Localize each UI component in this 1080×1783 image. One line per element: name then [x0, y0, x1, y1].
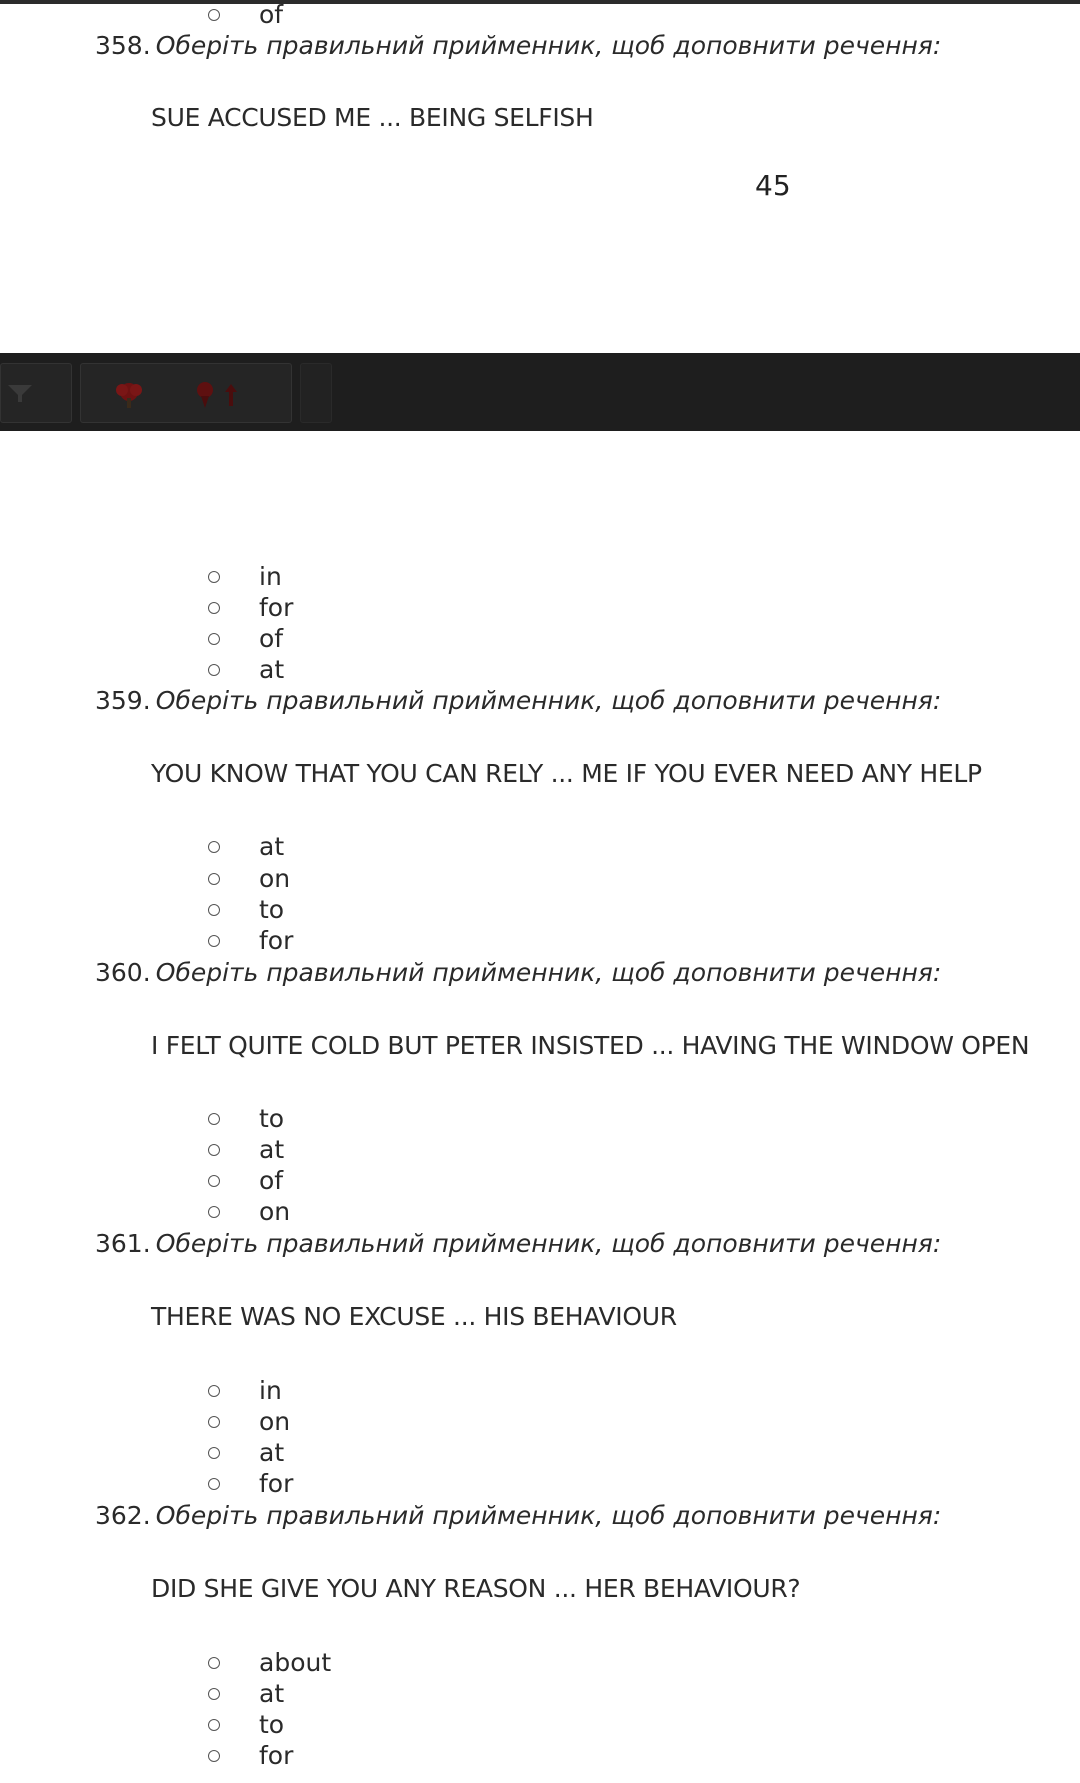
question-362: [95, 1498, 941, 1534]
option-label: in: [259, 562, 282, 591]
question-number: 361.: [95, 1229, 151, 1258]
question-prompt: Оберіть правильний прийменник, щоб доповнити речення:: [155, 686, 942, 715]
question-sentence: I FELT QUITE COLD BUT PETER INSISTED ... HAVING THE WINDOW OPEN: [151, 1031, 1030, 1060]
option-label: about: [259, 1648, 332, 1677]
radio-bullet[interactable]: [208, 1657, 220, 1669]
radio-bullet[interactable]: [208, 935, 220, 947]
question-prompt: Оберіть правильний прийменник, щоб доповнити речення:: [155, 31, 942, 60]
question-sentence: SUE ACCUSED ME ... BEING SELFISH: [151, 103, 594, 132]
option-label: to: [259, 895, 285, 924]
radio-bullet[interactable]: [208, 1385, 220, 1397]
question-number: 358.: [95, 31, 151, 60]
question-prompt: Оберіть правильний прийменник, щоб доповнити речення:: [155, 958, 942, 987]
option-label: for: [259, 1469, 294, 1498]
radio-bullet[interactable]: [208, 633, 220, 645]
option-label: of: [259, 1166, 284, 1195]
radio-bullet[interactable]: [208, 1206, 220, 1218]
page-number: 45: [755, 169, 791, 202]
question-sentence: DID SHE GIVE YOU ANY REASON ... HER BEHAVIOUR?: [151, 1574, 801, 1603]
band-panel-left: [0, 363, 72, 423]
question-359: [95, 683, 941, 719]
radio-bullet[interactable]: [208, 1719, 220, 1731]
question-361: [95, 1226, 941, 1262]
radio-bullet[interactable]: [208, 1416, 220, 1428]
radio-bullet[interactable]: [208, 1144, 220, 1156]
option-label: to: [259, 1104, 285, 1133]
option-label: to: [259, 1710, 285, 1739]
option-label: at: [259, 655, 285, 684]
band-panel-middle: [80, 363, 292, 423]
option-label: on: [259, 1197, 291, 1226]
option-label: for: [259, 1741, 294, 1770]
question-prompt: Оберіть правильний прийменник, щоб доповнити речення:: [155, 1501, 942, 1530]
question-sentence: THERE WAS NO EXCUSE ... HIS BEHAVIOUR: [151, 1302, 677, 1331]
band-panel-right: [300, 363, 332, 423]
option-label: of: [259, 624, 284, 653]
radio-bullet[interactable]: [208, 1447, 220, 1459]
radio-bullet[interactable]: [208, 9, 220, 21]
option-label: for: [259, 926, 294, 955]
pin-icon[interactable]: [191, 376, 261, 412]
option-label: of: [259, 0, 284, 29]
option-label: at: [259, 1438, 285, 1467]
dark-toolbar-band: [0, 353, 1080, 431]
question-sentence: YOU KNOW THAT YOU CAN RELY ... ME IF YOU EVER NEED ANY HELP: [151, 759, 982, 788]
question-number: 359.: [95, 686, 151, 715]
option-label: on: [259, 1407, 291, 1436]
question-360: [95, 955, 941, 991]
radio-bullet[interactable]: [208, 664, 220, 676]
option-label: at: [259, 1679, 285, 1708]
flower-icon[interactable]: [111, 378, 147, 410]
question-prompt: Оберіть правильний прийменник, щоб доповнити речення:: [155, 1229, 942, 1258]
radio-bullet[interactable]: [208, 602, 220, 614]
radio-bullet[interactable]: [208, 571, 220, 583]
question-number: 362.: [95, 1501, 151, 1530]
radio-bullet[interactable]: [208, 904, 220, 916]
radio-bullet[interactable]: [208, 841, 220, 853]
radio-bullet[interactable]: [208, 1478, 220, 1490]
option-label: at: [259, 832, 285, 861]
filter-icon[interactable]: [6, 382, 34, 404]
radio-bullet[interactable]: [208, 1688, 220, 1700]
option-label: in: [259, 1376, 282, 1405]
question-358: [95, 28, 941, 64]
option-label: for: [259, 593, 294, 622]
top-rule: [0, 0, 1080, 4]
option-label: on: [259, 864, 291, 893]
radio-bullet[interactable]: [208, 873, 220, 885]
radio-bullet[interactable]: [208, 1750, 220, 1762]
radio-bullet[interactable]: [208, 1113, 220, 1125]
question-number: 360.: [95, 958, 151, 987]
radio-bullet[interactable]: [208, 1175, 220, 1187]
option-label: at: [259, 1135, 285, 1164]
